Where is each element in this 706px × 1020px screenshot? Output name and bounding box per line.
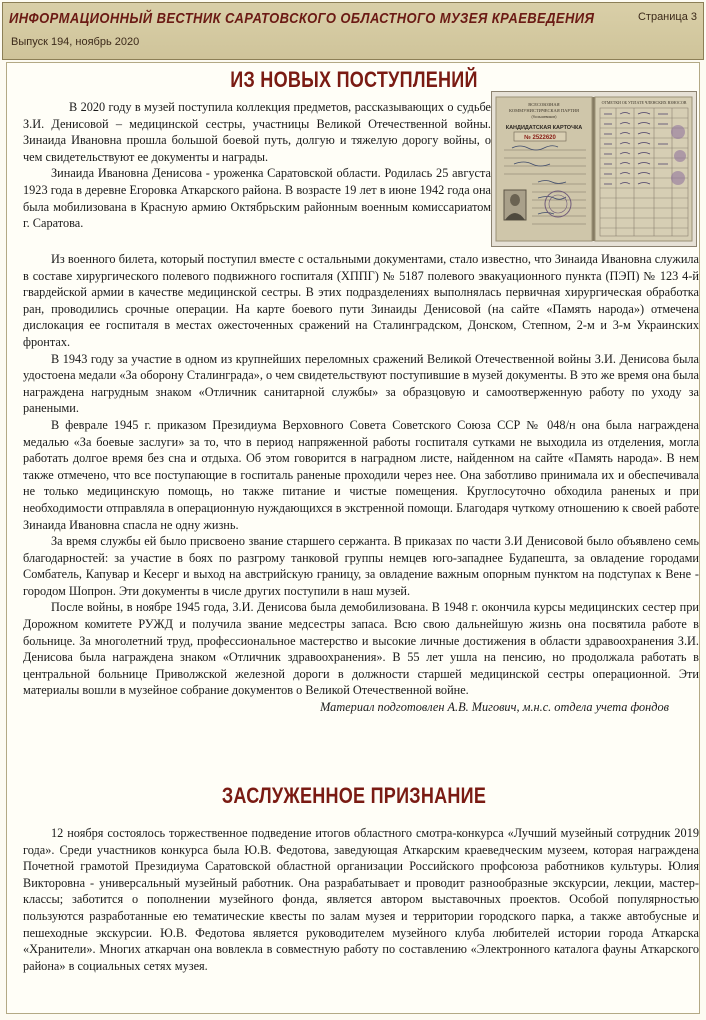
page-number: Страница 3 [637,11,697,23]
section-title-new-acquisitions: ИЗ НОВЫХ ПОСТУПЛЕНИЙ [230,67,478,92]
card-number: № 2522620 [524,135,556,141]
party-card-image [492,92,696,246]
paragraph: В 2020 году в музей поступила коллекция предметов, рассказывающих о судьбе З.И. Денисовой – медицинской сестры, участницы Великой Отечественной войны. Зинаида Ивановна прошла большой боевой путь, долгую и тяжелую дорогу войны, о чем свидетельствуют ее документы и награды. [23,100,491,164]
party-card-photo [491,91,697,247]
paragraph: Зинаида Ивановна Денисова - уроженка Саратовской области. Родилась 25 августа 1923 года в деревне Егоровка Аткарского района. В возрасте 19 лет в июне 1942 года она была мобилизована в Красную армию Октябрьским районным военным комиссариатом г. Саратова. [23,166,491,231]
paragraph: В 1943 году за участие в одном из крупнейших переломных сражений Великой Отечественной войны З.И. Денисова была удостоена медали «За оборону Сталинграда», о чем свидетельствуют поступившие в музей документы. В это же время она была награждена нагрудным знаком «Отличник санитарной службы» за образцовую и самоотверженную работу по уходу за ранеными. [23,351,699,416]
recognition-article [23,825,699,974]
paragraph: Из военного билета, который поступил вместе с остальными документами, стало известно, что Зинаида Ивановна служила в составе хирургического полевого подвижного госпиталя (ХППГ) № 5187 полевого эвакуационного пункта (ПЭП) № 123 4-й гвардейской армии в качестве медицинской сестры. В этих подразделениях выполнялась первичная хирургическая обработка ран, проводились срочные операции. На карте боевого пути Зинаиды Денисовой (на сайте «Память народа») отмечена дислокация ее госпиталя в местах ожесточенных сражений на Сталинградском, Донском, Степном, 2-м и 3-м Украинских фронтах. [23,252,699,349]
author-signature: Материал подготовлен А.В. Мигович, м.н.с. отдела учета фондов [320,700,669,715]
intro-text-block [23,99,491,232]
page-header [2,2,704,60]
card-title-line2: КОММУНИСТИЧЕСКАЯ ПАРТИЯ [509,108,579,113]
paragraph: За время службы ей было присвоено звание старшего сержанта. В приказах по части З.И Денисовой было объявлено семь благодарностей: за участие в боях по разгрому танковой группы немцев юго-западнее Будапешта, за овладение городами Сомбатель, Капувар и Кесерг и выход на австрийскую границу, за овладение важным опорным пунктом на подступах к Вене - городом Шопрон. Эти документы в числе других поступили в наш музей. [23,534,699,598]
paragraph: В феврале 1945 г. приказом Президиума Верховного Совета Советского Союза ССР № 048/н она была награждена медалью «За боевые заслуги» за то, что в период напряженной работы госпиталя сутками не выходила из отделения, могла работать долгое время без сна и отдыха. Об этом говорится в наградном листе, найденном на сайте «Память народа». В нем также отмечено, что все поступающие в госпиталь раненые проходили через нее. Она заботливо принимала их и обеспечивала не только медицинскую помощь, но также питание и чистые помещения. Круглосуточно обходила раненых и при необходимости отправляла в операционную нуждающихся в экстренной помощи. Благодаря чуткому отношению к своей работе Зинаида Ивановна спасла не одну жизнь. [23,417,699,532]
card-type: КАНДИДАТСКАЯ КАРТОЧКА [505,125,583,131]
svg-text:ОТМЕТКИ ОБ УПЛАТЕ ЧЛЕНСКИХ ВЗН: ОТМЕТКИ ОБ УПЛАТЕ ЧЛЕНСКИХ ВЗНОСОВ [601,100,687,105]
paragraph: 12 ноября состоялось торжественное подведение итогов областного смотра-конкурса «Лучший музейный сотрудник 2019 года». Среди участников конкурса была Ю.В. Федотова, заведующая Аткарским краеведческим музеем, которая награждена Почетной грамотой Президиума Саратовской областной организации Российского профсоюза работников культуры. Юлия Викторовна - универсальный музейный работник. Она разрабатывает и проводит разнообразные экскурсии, лекции, мастер-классы; заботится о пополнении музейного фонда, является автором выставочных проектов. Особой популярностью пользуются разработанные ею тематические квесты по залам музея и территории городского парка, а также автобусные и пешеходные экскурсии. Ю.В. Федотова является руководителем музейного клуба любителей истории города Аткарска «Хранители». Многих аткарчан она вовлекла в совместную работу по составлению «Электронного каталога фауны Аткарского района» в социальных сетях музея. [23,826,699,973]
section-title-recognition: ЗАСЛУЖЕННОЕ ПРИЗНАНИЕ [221,783,487,808]
page-content [6,62,700,1014]
article-body [23,251,699,716]
card-title-line1: ВСЕСОЮЗНАЯ [528,102,560,107]
card-title-line3: (большевиков) [531,114,557,119]
newsletter-title: ИНФОРМАЦИОННЫЙ ВЕСТНИК САРАТОВСКОГО ОБЛАСТНОГО МУЗЕЯ КРАЕВЕДЕНИЯ [9,9,595,27]
paragraph: После войны, в ноябре 1945 года, З.И. Денисова была демобилизована. В 1948 г. окончила курсы медицинских сестер при Дорожном комитете РУЖД и получила звание медсестры запаса. Всю свою дальнейшую жизнь она посвятила работе в больнице. За многолетний труд, профессиональное мастерство и высокие личные достижения в области здравоохранения З.И. Денисова была награждена знаком «Отличник здравоохранения». В 55 лет ушла на пенсию, но продолжала работать в центральной больнице Приволжской железной дороги в должности старшей медицинской сестры операционной. Эти материалы вошли в музейное собрание документов о Великой Отечественной войне. [23,600,699,698]
issue-info: Выпуск 194, ноябрь 2020 [11,36,140,48]
